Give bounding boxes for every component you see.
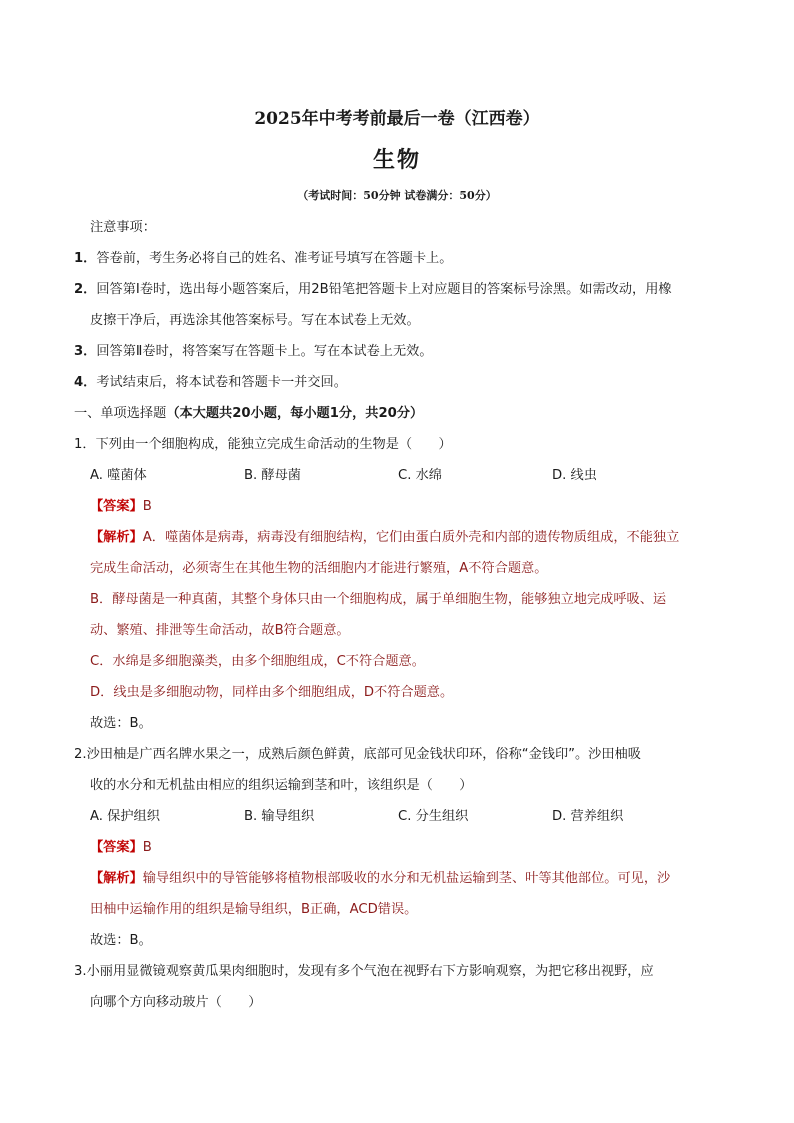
notice-item-3: 3．回答第Ⅱ卷时，将答案写在答题卡上。写在本试卷上无效。: [74, 344, 433, 359]
exam-body: [74, 212, 724, 1018]
notice-item-2-cont: 皮擦干净后，再选涂其他答案标号。写在本试卷上无效。: [90, 313, 420, 328]
q3-stem-1: 3.小丽用显微镜观察黄瓜果肉细胞时，发现有多个气泡在视野右下方影响观察，为把它移出视野，应: [74, 964, 654, 979]
q2-analysis-1: 【解析】输导组织中的导管能够将植物根部吸收的水分和无机盐运输到茎、叶等其他部位。可见，沙: [90, 871, 671, 886]
q2-conclusion: 故选：B。: [90, 933, 152, 948]
notice-item-2: 2．回答第Ⅰ卷时，选出每小题答案后，用2B铅笔把答题卡上对应题目的答案标号涂黑。如需改动，用橡: [74, 282, 672, 297]
q1-option-b: B. 酵母菌: [244, 468, 301, 483]
exam-info: （考试时间：50分钟 试卷满分：50分）: [297, 189, 497, 202]
notice-item-4: 4．考试结束后，将本试卷和答题卡一并交回。: [74, 375, 347, 390]
q1-options: [74, 460, 724, 491]
q1-option-c: C. 水绵: [398, 468, 442, 483]
q1-option-a: A. 噬菌体: [90, 468, 147, 483]
q2-option-a: A. 保护组织: [90, 809, 160, 824]
q1-analysis-2: 完成生命活动，必须寄生在其他生物的活细胞内才能进行繁殖，A不符合题意。: [90, 561, 548, 576]
q2-option-d: D. 营养组织: [552, 809, 624, 824]
q2-analysis-2: 田柚中运输作用的组织是输导组织，B正确，ACD错误。: [90, 902, 418, 917]
q2-stem-2: 收的水分和无机盐由相应的组织运输到茎和叶，该组织是（ ）: [90, 778, 473, 793]
notice-item-1: 1．答卷前，考生务必将自己的姓名、准考证号填写在答题卡上。: [74, 251, 453, 266]
q1-stem: 1．下列由一个细胞构成，能独立完成生命活动的生物是（ ）: [74, 437, 452, 452]
q2-options: [74, 801, 724, 832]
q3-stem-2: 向哪个方向移动玻片（ ）: [90, 995, 262, 1010]
notice-heading: 注意事项：: [90, 220, 156, 235]
subject-title: 生物: [372, 147, 421, 173]
q1-analysis-1: 【解析】A．噬菌体是病毒，病毒没有细胞结构，它们由蛋白质外壳和内部的遗传物质组成，不能独立: [90, 530, 680, 545]
q2-option-c: C. 分生组织: [398, 809, 469, 824]
q1-option-d: D. 线虫: [552, 468, 597, 483]
q2-answer: 【答案】B: [90, 840, 152, 855]
q1-analysis-5: C．水绵是多细胞藻类，由多个细胞组成，C不符合题意。: [90, 654, 425, 669]
q2-stem-1: 2.沙田柚是广西名牌水果之一，成熟后颜色鲜黄，底部可见金钱状印环，俗称“金钱印”。沙田柚吸: [74, 747, 641, 762]
q1-conclusion: 故选：B。: [90, 716, 152, 731]
section-heading: 一、单项选择题（本大题共20小题，每小题1分，共20分）: [74, 406, 424, 421]
q1-answer: 【答案】B: [90, 499, 152, 514]
exam-title: 2025年中考考前最后一卷（江西卷）: [254, 109, 540, 129]
q2-option-b: B. 输导组织: [244, 809, 315, 824]
q1-analysis-4: 动、繁殖、排泄等生命活动，故B符合题意。: [90, 623, 350, 638]
q1-analysis-6: D．线虫是多细胞动物，同样由多个细胞组成，D不符合题意。: [90, 685, 454, 700]
q1-analysis-3: B．酵母菌是一种真菌，其整个身体只由一个细胞构成，属于单细胞生物，能够独立地完成呼吸、运: [90, 592, 667, 607]
